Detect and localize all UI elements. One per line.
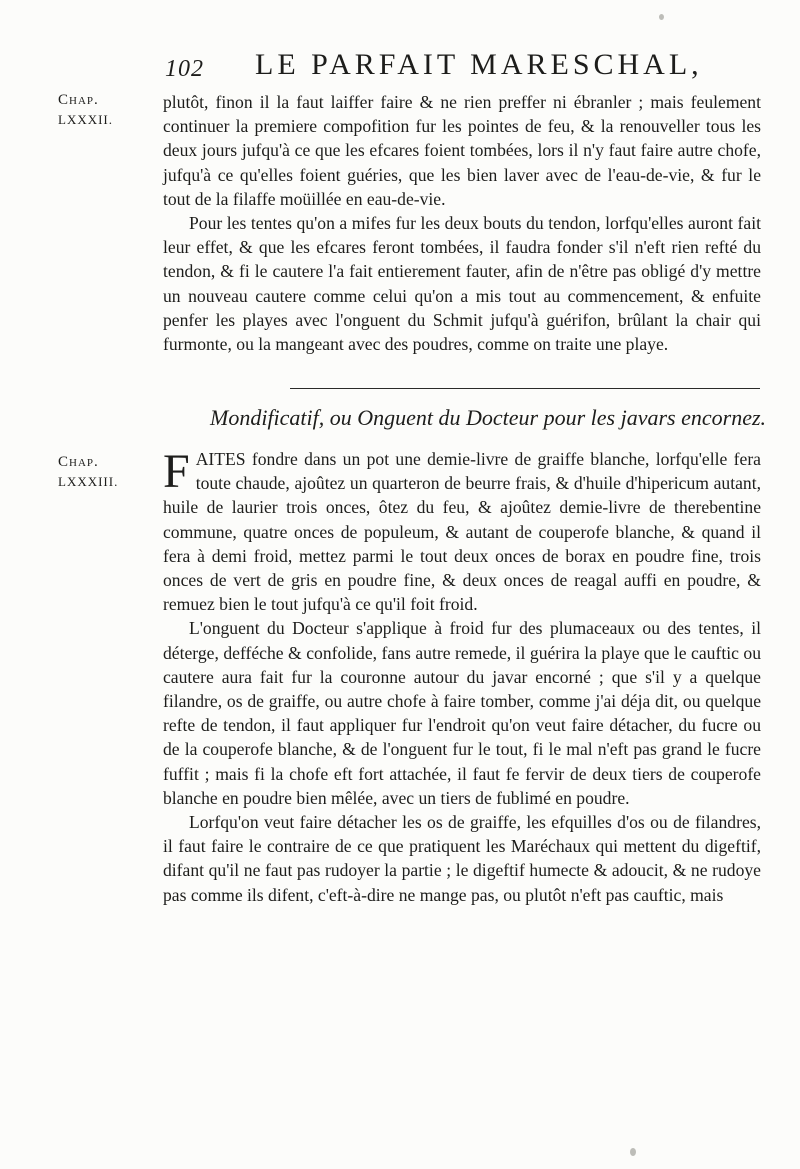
paragraph: Pour les tentes qu'on a mifes fur les deux bouts du tendon, lorfqu'elles auront fait leur effet, & que les efcares feront tombées, il faudra fonder s'il n'eft rien refté du tendon, & fi le cautere l'a fait entierement fauter, afin de n'être pas obligé d'y mettre un nouveau cautere comme celui qu'on a mis tout au commencement, & enfuite penfer les playes avec l'onguent du Schmit jufqu'à guérifon, brûlant la chair qui furmonte, ou la mangeant avec des poudres, comme on traite une playe. xyxy=(163,213,761,355)
chapter-82-text xyxy=(163,90,761,356)
paragraph xyxy=(163,447,761,616)
chapter-83-text xyxy=(163,447,761,907)
paragraph-text: AITES fondre dans un pot une demie-livre de graiffe blanche, lorfqu'elle fera toute chaude, ajoûtez un quarteron de beurre frais, & d'huile d'hipericum autant, huile de laurier trois onces, ôtez du feu, & ajoûtez demie-livre de therebentine commune, quatre onces de populeum, & autant de couperofe blanche, & quand il fera à demi froid, mettez parmi le tout deux onces de borax en poudre fine, trois onces de vert de gris en poudre fine, & deux onces de reagal auffi en poudre, & remuez bien le tout jufqu'à ce qu'il foit froid. xyxy=(163,449,761,615)
ink-spot xyxy=(630,1148,636,1156)
page-header xyxy=(165,48,725,88)
margin-note-chapter-82 xyxy=(58,90,113,130)
section-divider xyxy=(290,388,760,389)
paragraph: L'onguent du Docteur s'applique à froid fur des plumaceaux ou des tentes, il déterge, defféche & confolide, fans autre remede, il guérira la playe que le cauftic ou cautere aura fait fur la couronne autour du javar encorné ; que s'il y a quelque filandre, os de graiffe, ou autre chofe à faire tomber, comme j'ai déja dit, ou quelque refte de tendon, il faut appliquer fur l'endroit qu'on veut faire détacher, du fucre ou de la couperofe blanche, & de l'onguent fur le tout, fi le mal n'eft pas grand le fucre fuffit ; mais fi la chofe eft fort attachée, il faut fe fervir de deux tiers de couperofe blanche en poudre bien mêlée, avec un tiers de fublimé en poudre. xyxy=(163,618,761,808)
margin-chap-label: Chap. xyxy=(58,454,99,470)
page-number: 102 xyxy=(165,56,204,82)
ink-spot xyxy=(659,14,664,20)
running-title: LE PARFAIT MARESCHAL, xyxy=(255,48,703,81)
paragraph: plutôt, finon il la faut laiffer faire & ne rien preffer ni ébranler ; mais feulement continuer la premiere compofition fur les pointes de feu, & la renouveller tous les deux jours jufqu'à ce que les efcares foient tombées, lors il n'y faut faire autre chofe, jufqu'à ce qu'elles foient guéries, que les bien laver avec de l'eau-de-vie, & fur le tout de la filaffe moüillée en eau-de-vie. xyxy=(163,92,761,209)
margin-note-chapter-83 xyxy=(58,452,118,492)
margin-chap-label: Chap. xyxy=(58,92,99,108)
margin-chap-number: LXXXIII. xyxy=(58,474,119,489)
paragraph: Lorfqu'on veut faire détacher les os de graiffe, les efquilles d'os ou de filandres, il faut faire le contraire de ce que pratiquent les Maréchaux qui mettent du digeftif, difant qu'il ne faut pas rudoyer la partie ; le digeftif humecte & adoucit, & ne rudoye pas comme ils difent, c'eft-à-dire ne mange pas, ou plutôt n'eft pas cauftic, mais xyxy=(163,812,761,905)
drop-cap: F xyxy=(163,445,190,498)
section-heading: Mondificatif, ou Onguent du Docteur pour les javars encornez. xyxy=(210,405,767,430)
margin-chap-number: LXXXII. xyxy=(58,112,114,127)
